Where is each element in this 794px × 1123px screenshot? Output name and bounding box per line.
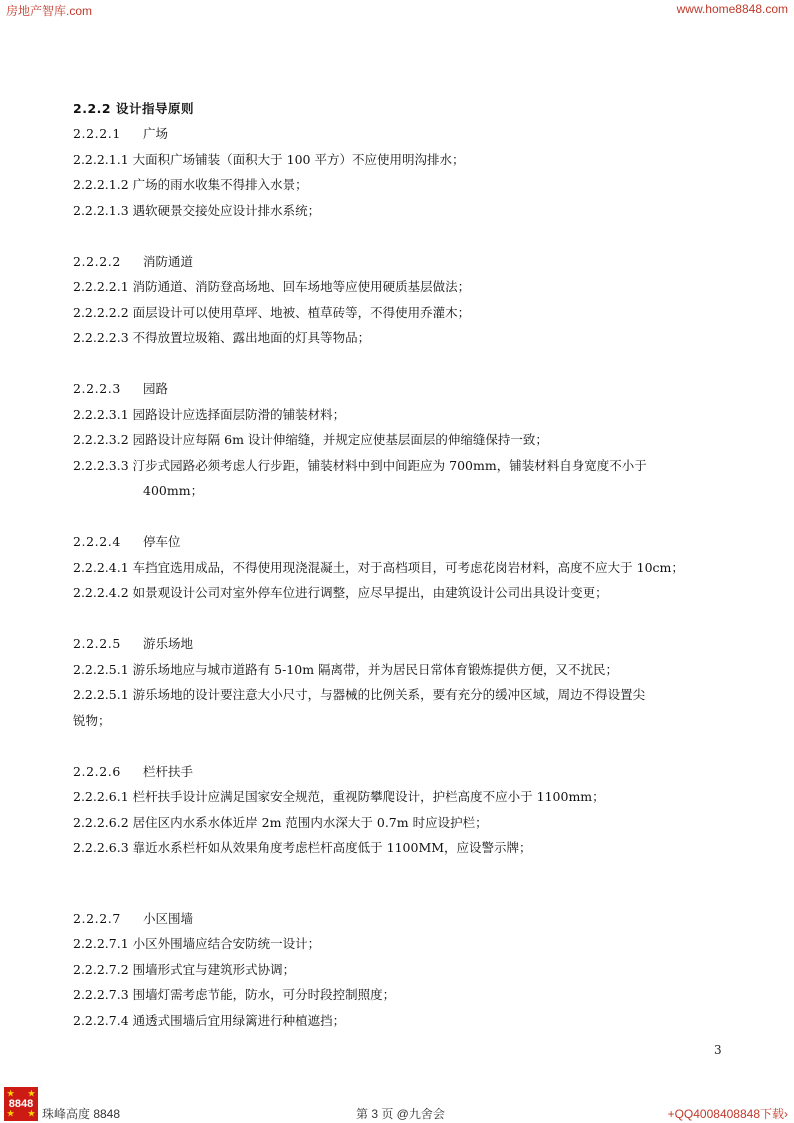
clause-number: 2.2.2.1.1 xyxy=(73,151,129,167)
clause-text: 园路设计应选择面层防滑的铺装材料； xyxy=(132,406,346,422)
subsection-heading xyxy=(73,121,723,147)
footer-page-info: 第 3 页 @九舍会 xyxy=(356,1107,445,1121)
clause-number: 2.2.2.1.2 xyxy=(73,177,129,192)
clause xyxy=(73,580,723,606)
clause-text: 如景观设计公司对室外停车位进行调整，应尽早提出，由建筑设计公司出具设计变更； xyxy=(132,585,608,600)
section-title: 2.2.2 设计指导原则 xyxy=(73,101,194,116)
heading-text: 消防通道 xyxy=(143,253,194,269)
document-body xyxy=(73,96,723,1033)
clause xyxy=(73,453,723,479)
clause-text: 消防通道、消防登高场地、回车场地等应使用硬质基层做法； xyxy=(132,279,471,294)
clause xyxy=(73,657,723,683)
heading-number: 2.2.2.5 xyxy=(73,636,121,651)
heading-text: 游乐场地 xyxy=(143,636,194,651)
footer-bar xyxy=(0,1083,794,1123)
clause-number: 2.2.2.2.1 xyxy=(73,279,129,294)
clause-number: 2.2.2.4.2 xyxy=(73,585,129,600)
logo-text: 8848 xyxy=(8,1098,34,1110)
subsection-heading xyxy=(73,529,723,555)
clause-number: 2.2.2.3.2 xyxy=(73,432,129,447)
clause xyxy=(73,325,723,351)
clause-text: 面层设计可以使用草坪、地被、植草砖等，不得使用乔灌木； xyxy=(132,304,471,320)
heading-text: 小区围墙 xyxy=(143,910,194,926)
clause-number: 2.2.2.7.3 xyxy=(73,987,129,1002)
subsection-heading xyxy=(73,906,723,932)
clause xyxy=(73,555,723,581)
clause-text: 围墙形式宜与建筑形式协调； xyxy=(132,961,296,977)
clause-text: 车挡宜选用成品，不得使用现浇混凝土，对于高档项目，可考虑花岗岩材料，高度不应大于 10cm； xyxy=(132,559,684,575)
clause-text: 栏杆扶手设计应满足国家安全规范，重视防攀爬设计，护栏高度不应小于 1100mm； xyxy=(132,789,605,804)
clause-number: 2.2.2.7.1 xyxy=(73,936,129,951)
clause xyxy=(73,784,723,810)
subsection-heading xyxy=(73,631,723,657)
clause-text: 遇软硬景交接处应设计排水系统； xyxy=(132,202,321,218)
clause-number: 2.2.2.7.4 xyxy=(73,1012,129,1028)
heading-number: 2.2.2.3 xyxy=(73,381,121,396)
heading-number: 2.2.2.1 xyxy=(73,126,121,141)
subsection-heading xyxy=(73,249,723,275)
clause-number: 2.2.2.6.2 xyxy=(73,814,129,830)
clause-number: 2.2.2.2.3 xyxy=(73,330,129,345)
clause xyxy=(73,198,723,224)
clause-text: 不得放置垃圾箱、露出地面的灯具等物品； xyxy=(132,330,371,345)
clause xyxy=(73,957,723,983)
heading-text: 栏杆扶手 xyxy=(143,763,194,779)
clause-text: 汀步式园路必须考虑人行步距，铺装材料中到中间距应为 700mm，铺装材料自身宽度不小于 xyxy=(132,457,647,473)
clause xyxy=(73,427,723,453)
footer-download-link[interactable]: +QQ4008408848下载› xyxy=(667,1107,788,1121)
page-number: 3 xyxy=(714,1043,722,1057)
clause-number: 2.2.2.2.2 xyxy=(73,304,129,320)
header-site-link[interactable]: 房地产智库.com xyxy=(6,4,93,18)
star-icon: ★ xyxy=(27,1109,35,1118)
heading-number: 2.2.2.7 xyxy=(73,910,121,926)
clause-text: 居住区内水系水体近岸 2m 范围内水深大于 0.7m 时应设护栏； xyxy=(132,814,488,830)
footer-brand: 珠峰高度 8848 xyxy=(42,1107,121,1121)
clause xyxy=(73,931,723,957)
clause-number: 2.2.2.6.3 xyxy=(73,840,129,855)
clause-text: 围墙灯需考虑节能，防水，可分时段控制照度； xyxy=(132,987,396,1002)
clause xyxy=(73,300,723,326)
clause xyxy=(73,682,723,708)
clause-number: 2.2.2.1.3 xyxy=(73,202,129,218)
clause-number: 2.2.2.7.2 xyxy=(73,961,129,977)
heading-number: 2.2.2.6 xyxy=(73,763,121,779)
clause xyxy=(73,835,723,861)
clause-text: 大面积广场铺装（面积大于 100 平方）不应使用明沟排水； xyxy=(132,151,465,167)
clause-number: 2.2.2.5.1 xyxy=(73,687,129,702)
clause-number: 2.2.2.5.1 xyxy=(73,661,129,677)
heading-text: 广场 xyxy=(143,126,169,141)
clause xyxy=(73,172,723,198)
clause-text: 游乐场地的设计要注意大小尺寸，与器械的比例关系，要有充分的缓冲区域，周边不得设置尖 xyxy=(132,687,646,702)
star-icon: ★ xyxy=(7,1089,15,1098)
subsection-heading xyxy=(73,376,723,402)
heading-text: 停车位 xyxy=(143,534,181,549)
clause xyxy=(73,274,723,300)
heading-number: 2.2.2.4 xyxy=(73,534,121,549)
clause-continuation: 400mm； xyxy=(143,483,204,498)
clause-text: 游乐场地应与城市道路有 5-10m 隔离带，并为居民日常体育锻炼提供方便，又不扰民； xyxy=(132,661,619,677)
clause xyxy=(73,402,723,428)
clause xyxy=(73,982,723,1008)
clause-number: 2.2.2.3.1 xyxy=(73,406,129,422)
heading-number: 2.2.2.2 xyxy=(73,253,121,269)
clause-number: 2.2.2.6.1 xyxy=(73,789,129,804)
brand-logo[interactable] xyxy=(4,1087,38,1121)
star-icon: ★ xyxy=(7,1109,15,1118)
clause-number: 2.2.2.3.3 xyxy=(73,457,129,473)
clause xyxy=(73,147,723,173)
clause-text: 小区外围墙应结合安防统一设计； xyxy=(132,936,321,951)
star-icon: ★ xyxy=(27,1089,35,1098)
header-url-link[interactable]: www.home8848.com xyxy=(676,2,788,16)
clause-text: 广场的雨水收集不得排入水景； xyxy=(132,177,308,192)
heading-text: 园路 xyxy=(143,381,169,396)
clause-text: 园路设计应每隔 6m 设计伸缩缝，并规定应使基层面层的伸缩缝保持一致； xyxy=(132,432,548,447)
clause-text: 靠近水系栏杆如从效果角度考虑栏杆高度低于 1100MM，应设警示牌； xyxy=(132,840,532,855)
clause xyxy=(73,810,723,836)
subsection-heading xyxy=(73,759,723,785)
clause xyxy=(73,1008,723,1034)
clause-continuation: 锐物； xyxy=(73,712,111,728)
clause-number: 2.2.2.4.1 xyxy=(73,559,129,575)
clause-text: 通透式围墙后宜用绿篱进行种植遮挡； xyxy=(132,1012,346,1028)
